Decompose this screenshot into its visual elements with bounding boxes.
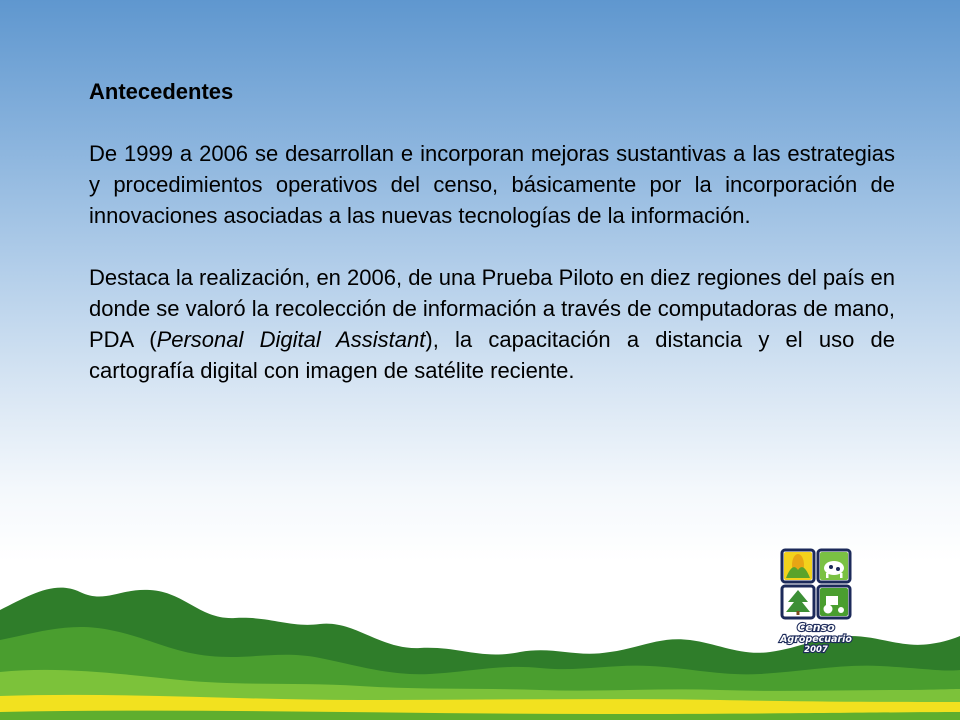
tractor-icon <box>820 588 848 616</box>
logo-line-2: Agropecuario <box>780 634 852 645</box>
paragraph-1: De 1999 a 2006 se desarrollan e incorporan mejoras sustantivas a las estrategias y procedimientos operativos del censo, básicamente por la incorporación de innovaciones asociadas a las nuevas tecnologías de la información. <box>89 141 895 228</box>
corn-icon <box>784 552 812 580</box>
logo-line-3: 2007 <box>804 645 828 655</box>
paragraph-2 <box>89 262 895 386</box>
cow-icon <box>820 552 848 580</box>
logo-line-1: Censo <box>797 621 835 634</box>
paragraph-2-text-a: Destaca la realización, en 2006, de una Prueba Piloto en diez regiones del país en donde se valoró la recolección de información a través de computadoras de mano, PDA ( <box>89 265 895 352</box>
slide-content <box>89 76 895 417</box>
paragraph-2-italic: Personal Digital Assistant <box>156 327 426 352</box>
paragraph-2-text-b: ), la capacitación a distancia y el uso de cartografía digital con imagen de satélite reciente. <box>89 327 895 383</box>
censo-agropecuario-logo <box>768 548 878 658</box>
slide-heading: Antecedentes <box>89 79 234 104</box>
tree-icon <box>784 588 812 616</box>
